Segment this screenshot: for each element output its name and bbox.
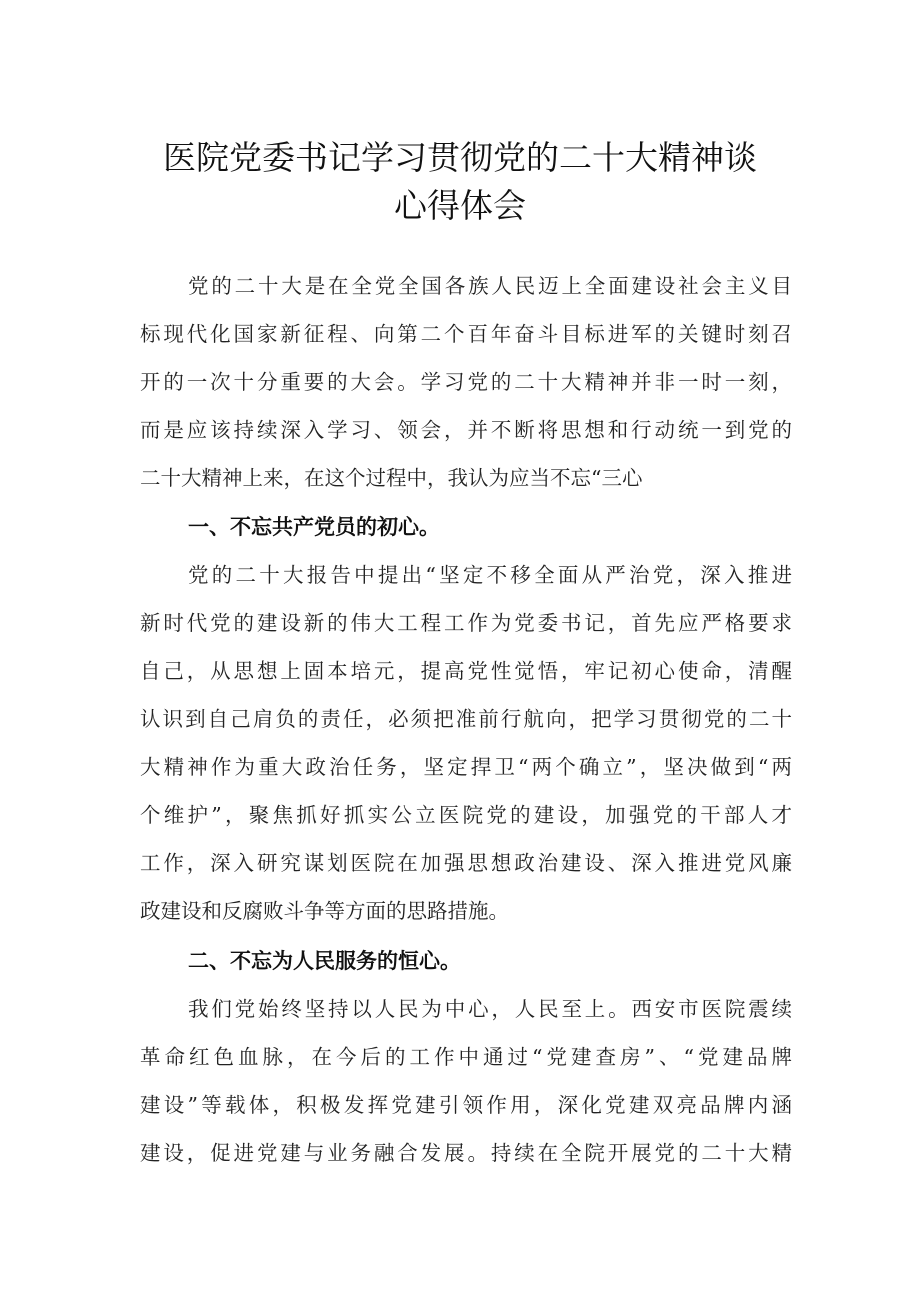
body-line: 标现代化国家新征程、向第二个百年奋斗目标进军的关键时刻召 xyxy=(140,322,792,346)
document-title-line-1: 医院党委书记学习贯彻党的二十大精神谈 xyxy=(163,138,757,177)
body-line: 我们党始终坚持以人民为中心，人民至上。西安市医院震续 xyxy=(188,997,792,1021)
body-line: 建设”等载体，积极发挥党建引领作用，深化党建双亮品牌内涵 xyxy=(140,1093,792,1117)
body-line: 而是应该持续深入学习、领会，并不断将思想和行动统一到党的 xyxy=(140,418,792,442)
body-line: 革命红色血脉，在今后的工作中通过“党建查房”、“党建品牌 xyxy=(140,1045,792,1069)
body-line: 开的一次十分重要的大会。学习党的二十大精神并非一时一刻， xyxy=(140,370,792,394)
body-line: 工作，深入研究谋划医院在加强思想政治建设、深入推进党风廉 xyxy=(140,851,792,875)
body-line: 认识到自己肩负的责任，必须把准前行航向，把学习贯彻党的二十 xyxy=(140,707,792,731)
body-line: 二十大精神上来，在这个过程中，我认为应当不忘“三心 xyxy=(140,466,643,490)
body-line: 个维护”，聚焦抓好抓实公立医院党的建设，加强党的干部人才 xyxy=(140,803,792,827)
body-line: 党的二十大报告中提出“坚定不移全面从严治党，深入推进 xyxy=(188,563,792,587)
body-line: 政建设和反腐败斗争等方面的思路措施。 xyxy=(140,899,509,923)
document-title-line-2: 心得体会 xyxy=(394,186,526,225)
section-heading-2: 二、不忘为人民服务的恒心。 xyxy=(188,949,461,973)
body-line: 自己，从思想上固本培元，提高党性觉悟，牢记初心使命，清醒 xyxy=(140,659,792,683)
body-line: 大精神作为重大政治任务，坚定捍卫“两个确立”，坚决做到“两 xyxy=(140,755,792,779)
body-line: 党的二十大是在全党全国各族人民迈上全面建设社会主义目 xyxy=(188,274,792,298)
section-heading-1: 一、不忘共产党员的初心。 xyxy=(188,515,440,539)
body-line: 新时代党的建设新的伟大工程工作为党委书记，首先应严格要求 xyxy=(140,611,792,635)
body-line: 建设，促进党建与业务融合发展。持续在全院开展党的二十大精 xyxy=(140,1141,792,1165)
